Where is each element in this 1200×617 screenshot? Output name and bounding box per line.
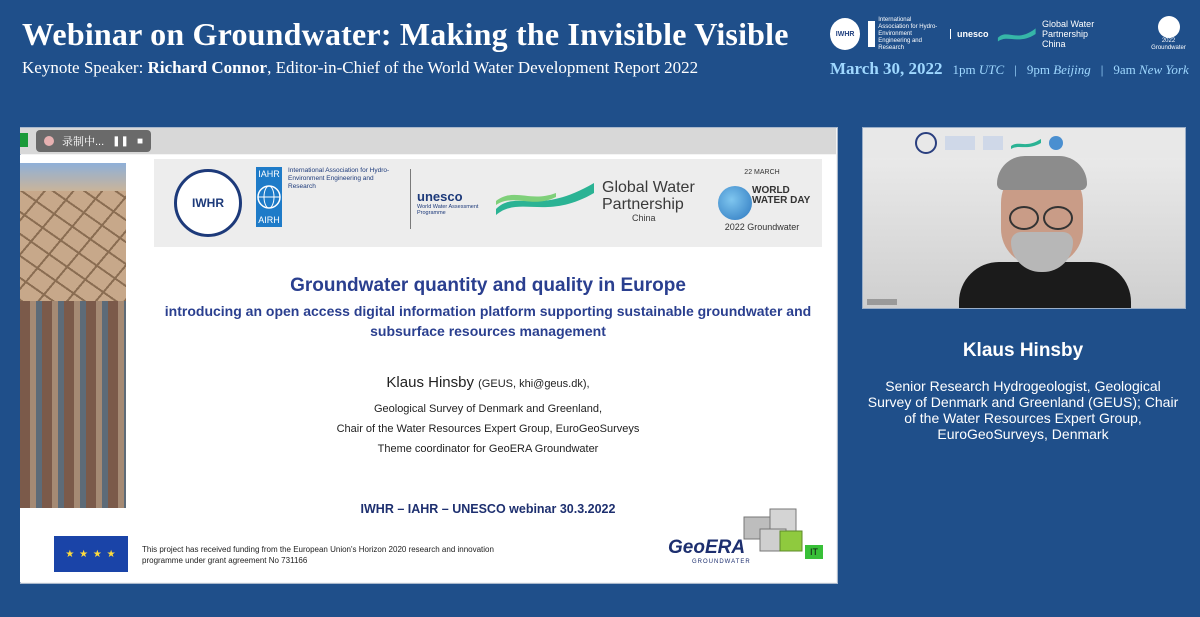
presentation-slide: [20, 155, 836, 582]
affiliation-2: Chair of the Water Resources Expert Group, EuroGeoSurveys: [336, 423, 640, 435]
iahr-logo-text: International Association for Hydro-Environment Engineering and Research: [878, 16, 938, 51]
partner-logos: [830, 14, 1192, 54]
speaker-name: Klaus Hinsby: [962, 340, 1084, 361]
slide-subtitle: introducing an open access digital information platform supporting sustainable groundwater and subsurface resources management: [164, 303, 812, 339]
glasses-icon: [1043, 206, 1073, 230]
iwhr-logo: IWHR: [830, 18, 860, 50]
pause-icon[interactable]: ❚❚: [112, 135, 129, 147]
stop-icon[interactable]: ■: [136, 135, 143, 147]
iahr-fullname: International Association for Hydro-Environment Engineering and Research: [288, 167, 390, 190]
slide-logo-banner: [154, 159, 822, 247]
slide-author: [154, 374, 822, 391]
gwp-wave-icon: [996, 24, 1038, 44]
slide-gwp-logo: [496, 171, 716, 227]
keynote-speaker-name: Richard Connor: [147, 58, 268, 77]
speaker-bio: Senior Research Hydrogeologist, Geological Survey of Denmark and Greenland (GEUS); Chair of the Water Resources Expert Group, EuroGeoSurveys, Denmark: [867, 378, 1179, 442]
author-contact: (GEUS, khi@geus.dk),: [478, 378, 590, 390]
time-utc-zone: UTC: [978, 62, 1005, 77]
gwp-line-2: Partnership: [602, 196, 684, 213]
speaker-video[interactable]: [862, 127, 1186, 309]
gwp-region: China: [632, 213, 656, 223]
slide-unesco-logo: [410, 169, 487, 229]
active-indicator: [20, 133, 28, 147]
schedule-row: [830, 59, 1189, 79]
gwp-line-1: Global Water: [602, 179, 695, 196]
iahr-mark: [256, 167, 282, 227]
slide-wwd-logo: [712, 169, 812, 241]
video-banner-logos: [915, 132, 1063, 154]
gwp-wave-icon: [496, 181, 596, 217]
time-utc: [953, 62, 1005, 78]
eu-flag-icon: ★ ★ ★ ★: [54, 536, 128, 572]
affiliation-3: Theme coordinator for GeoERA Groundwater: [377, 443, 599, 455]
event-date: March 30, 2022: [830, 59, 943, 78]
geoera-logo: GeoERA: [668, 537, 746, 558]
globe-icon: [256, 184, 282, 210]
time-ny-zone: New York: [1139, 62, 1189, 77]
unesco-name: unesco: [417, 189, 463, 204]
iahr-logo: [945, 136, 975, 150]
time-utc-value: 1pm: [952, 62, 976, 77]
unesco-logo: [983, 136, 1003, 150]
drought-flood-photo: [20, 163, 126, 508]
recording-toolbar: [20, 128, 836, 154]
record-icon: [44, 136, 54, 146]
gwp-logo: [996, 19, 1137, 49]
time-ny-value: 9am: [1113, 62, 1136, 77]
webinar-line: IWHR – IAHR – UNESCO webinar 30.3.2022: [360, 502, 616, 516]
wwd-logo: [1049, 136, 1063, 150]
iwhr-logo: [915, 132, 937, 154]
recording-label: 录制中...: [62, 136, 105, 148]
slide-iwhr-logo: IWHR: [174, 169, 242, 237]
subtitle-prefix: Keynote Speaker:: [22, 58, 148, 77]
time-beijing-zone: Beijing: [1053, 62, 1091, 77]
globe-icon: [718, 186, 752, 220]
airh-name: AIRH: [258, 215, 280, 225]
video-background-banner: [863, 128, 1185, 158]
world-water-day-logo: [1145, 16, 1192, 52]
globe-icon: [1158, 16, 1180, 38]
author-name: Klaus Hinsby: [386, 374, 474, 391]
iahr-logo: [868, 17, 942, 52]
participant-name-tag: [867, 299, 897, 305]
gwp-logo-region: China: [1042, 39, 1066, 49]
time-beijing-value: 9pm: [1026, 62, 1050, 77]
wwd-logo-text: 2022 Groundwater: [1151, 38, 1186, 51]
puzzle-icon: [740, 503, 810, 559]
wwd-theme: 2022 Groundwater: [724, 222, 800, 232]
keynote-subtitle: [22, 58, 698, 78]
separator: |: [1100, 62, 1104, 77]
iahr-name: IAHR: [258, 169, 280, 179]
unesco-logo: unesco: [950, 29, 989, 39]
gwp-wave-icon: [1011, 137, 1041, 149]
gwp-title: [602, 179, 695, 213]
funding-statement: This project has received funding from the European Union's Horizon 2020 research and innovation programme under grant agreement No 731166: [142, 545, 494, 565]
unesco-sub: World Water Assessment Programme: [417, 204, 479, 216]
it-badge: IT: [805, 545, 823, 559]
affiliation-1: Geological Survey of Denmark and Greenland,: [373, 403, 603, 415]
slide-iahr-logo: [256, 167, 396, 229]
speaker-hair: [997, 156, 1087, 190]
wwd-date: 22 MARCH: [744, 169, 780, 176]
time-beijing: [1027, 62, 1091, 78]
separator: |: [1014, 62, 1017, 77]
author-affiliations: [154, 399, 822, 459]
gwp-logo-text: Global Water Partnership: [1042, 19, 1095, 39]
geoera-sub: GROUNDWATER: [692, 559, 751, 565]
recording-indicator[interactable]: [36, 130, 151, 152]
photo-cracked-earth: [20, 191, 126, 301]
photo-flooded-town: [20, 301, 126, 508]
glasses-icon: [1009, 206, 1039, 230]
slide-title: Groundwater quantity and quality in Europe: [290, 275, 686, 296]
photo-sky: [20, 163, 126, 191]
subtitle-suffix: , Editor-in-Chief of the World Water Development Report 2022: [267, 58, 699, 77]
webinar-title: Webinar on Groundwater: Making the Invisible Visible: [22, 16, 789, 52]
iahr-logo-mark: [868, 21, 875, 47]
wwd-name: WORLD WATER DAY: [752, 185, 811, 206]
time-new-york: [1113, 62, 1188, 78]
